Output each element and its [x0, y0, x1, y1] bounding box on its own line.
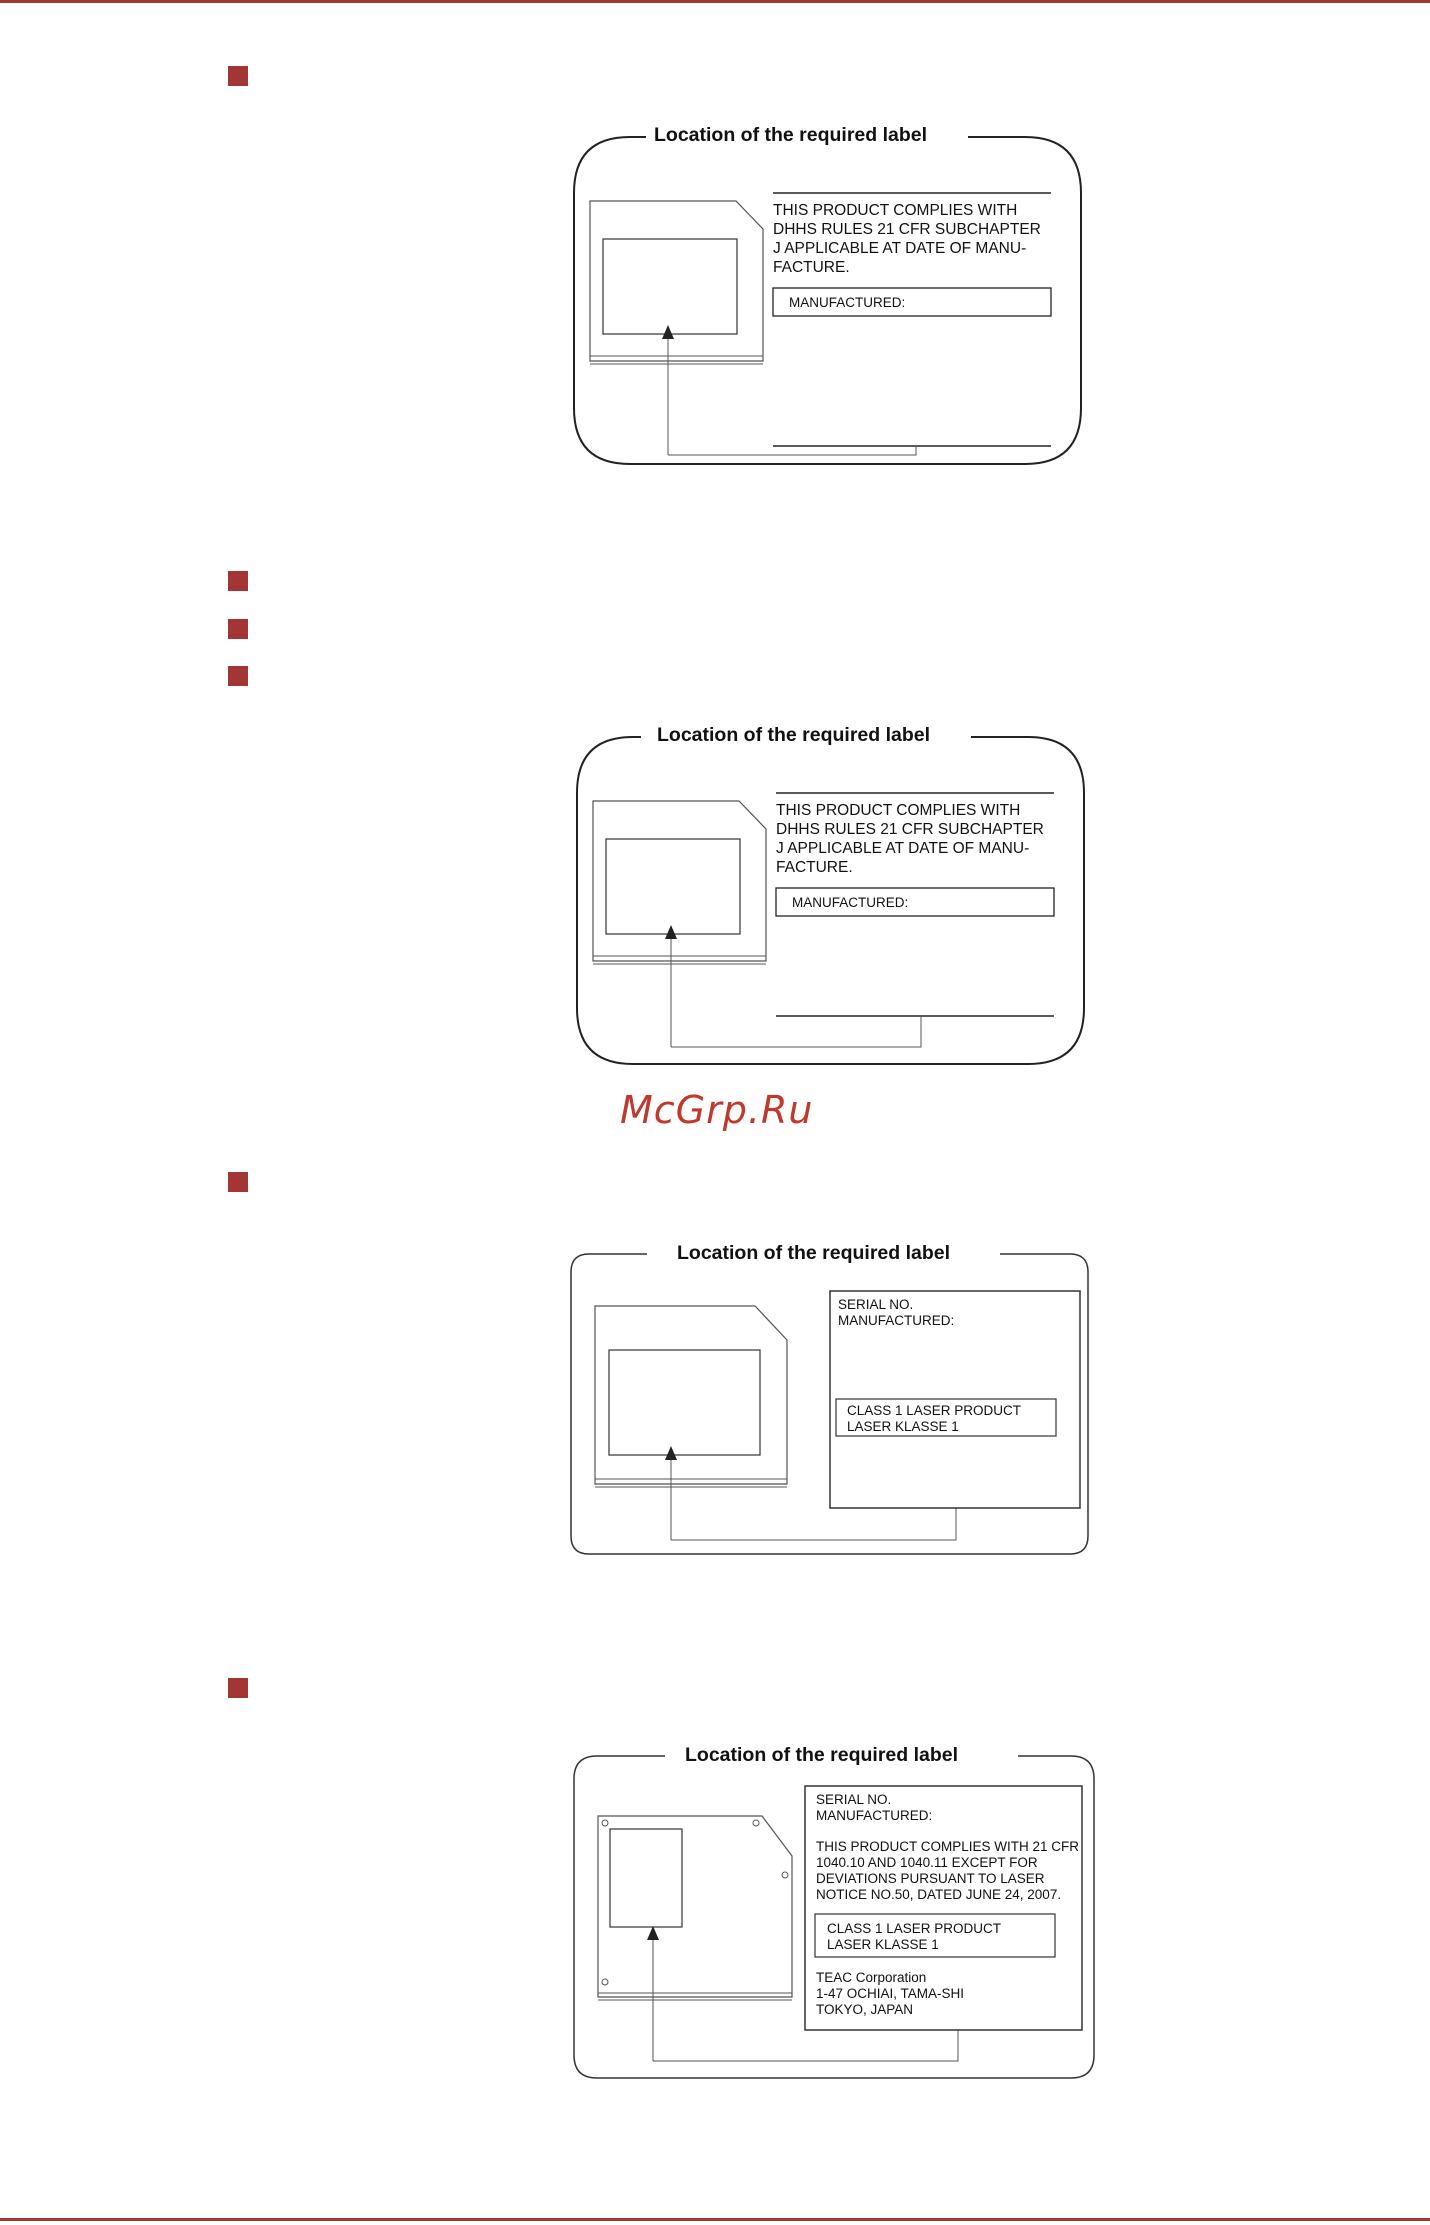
- label-text-line: DHHS RULES 21 CFR SUBCHAPTER: [776, 821, 1044, 838]
- maker-line: TEAC Corporation: [816, 1970, 927, 1985]
- label-text-line: THIS PRODUCT COMPLIES WITH: [773, 202, 1018, 219]
- label-location-diagram-1: [570, 125, 1085, 470]
- top-rule: [0, 0, 1430, 3]
- label-arrow: [665, 1446, 956, 1540]
- bottom-rule: [0, 2218, 1430, 2221]
- label-arrow: [665, 925, 921, 1047]
- laser-class-line: LASER KLASSE 1: [847, 1419, 959, 1434]
- maker-line: 1-47 OCHIAI, TAMA-SHI: [816, 1986, 965, 2001]
- drive-outline: [590, 201, 763, 364]
- diagram-title: Location of the required label: [677, 1242, 951, 1264]
- drive-outline: [595, 1306, 787, 1487]
- bullet-marker: [228, 666, 248, 686]
- bullet-marker: [228, 619, 248, 639]
- compliance-line: NOTICE NO.50, DATED JUNE 24, 2007.: [816, 1887, 1062, 1902]
- label-location-diagram-2: [573, 725, 1088, 1070]
- label-arrow: [662, 325, 916, 455]
- compliance-line: DEVIATIONS PURSUANT TO LASER: [816, 1871, 1045, 1886]
- bullet-marker: [228, 571, 248, 591]
- manufactured-field: MANUFACTURED:: [789, 295, 906, 310]
- label-text-line: FACTURE.: [776, 859, 853, 876]
- bullet-marker: [228, 66, 248, 86]
- label-text-line: DHHS RULES 21 CFR SUBCHAPTER: [773, 221, 1041, 238]
- label-location-diagram-4: [570, 1742, 1098, 2082]
- label-text-line: J APPLICABLE AT DATE OF MANU-: [773, 240, 1027, 257]
- serial-number-field: SERIAL NO.: [816, 1792, 892, 1807]
- compliance-line: THIS PRODUCT COMPLIES WITH 21 CFR: [816, 1839, 1080, 1854]
- label-text-line: THIS PRODUCT COMPLIES WITH: [776, 802, 1021, 819]
- maker-line: TOKYO, JAPAN: [816, 2002, 914, 2017]
- bullet-marker: [228, 1172, 248, 1192]
- label-location-diagram-3: [567, 1240, 1092, 1558]
- label-text-line: FACTURE.: [773, 259, 850, 276]
- diagram-title: Location of the required label: [654, 125, 928, 146]
- laser-class-line: CLASS 1 LASER PRODUCT: [827, 1921, 1002, 1936]
- diagram-title: Location of the required label: [657, 725, 931, 746]
- manufactured-field: MANUFACTURED:: [816, 1808, 933, 1823]
- diagram-title: Location of the required label: [685, 1744, 959, 1766]
- manufactured-field: MANUFACTURED:: [792, 895, 909, 910]
- serial-number-field: SERIAL NO.: [838, 1297, 914, 1312]
- manufactured-field: MANUFACTURED:: [838, 1313, 955, 1328]
- laser-class-line: LASER KLASSE 1: [827, 1937, 939, 1952]
- drive-outline: [593, 801, 766, 964]
- compliance-line: 1040.10 AND 1040.11 EXCEPT FOR: [816, 1855, 1038, 1870]
- laser-class-line: CLASS 1 LASER PRODUCT: [847, 1403, 1022, 1418]
- watermark: McGrp.Ru: [620, 1088, 814, 1132]
- drive-outline: [598, 1816, 792, 2000]
- bullet-marker: [228, 1678, 248, 1698]
- label-text-line: J APPLICABLE AT DATE OF MANU-: [776, 840, 1030, 857]
